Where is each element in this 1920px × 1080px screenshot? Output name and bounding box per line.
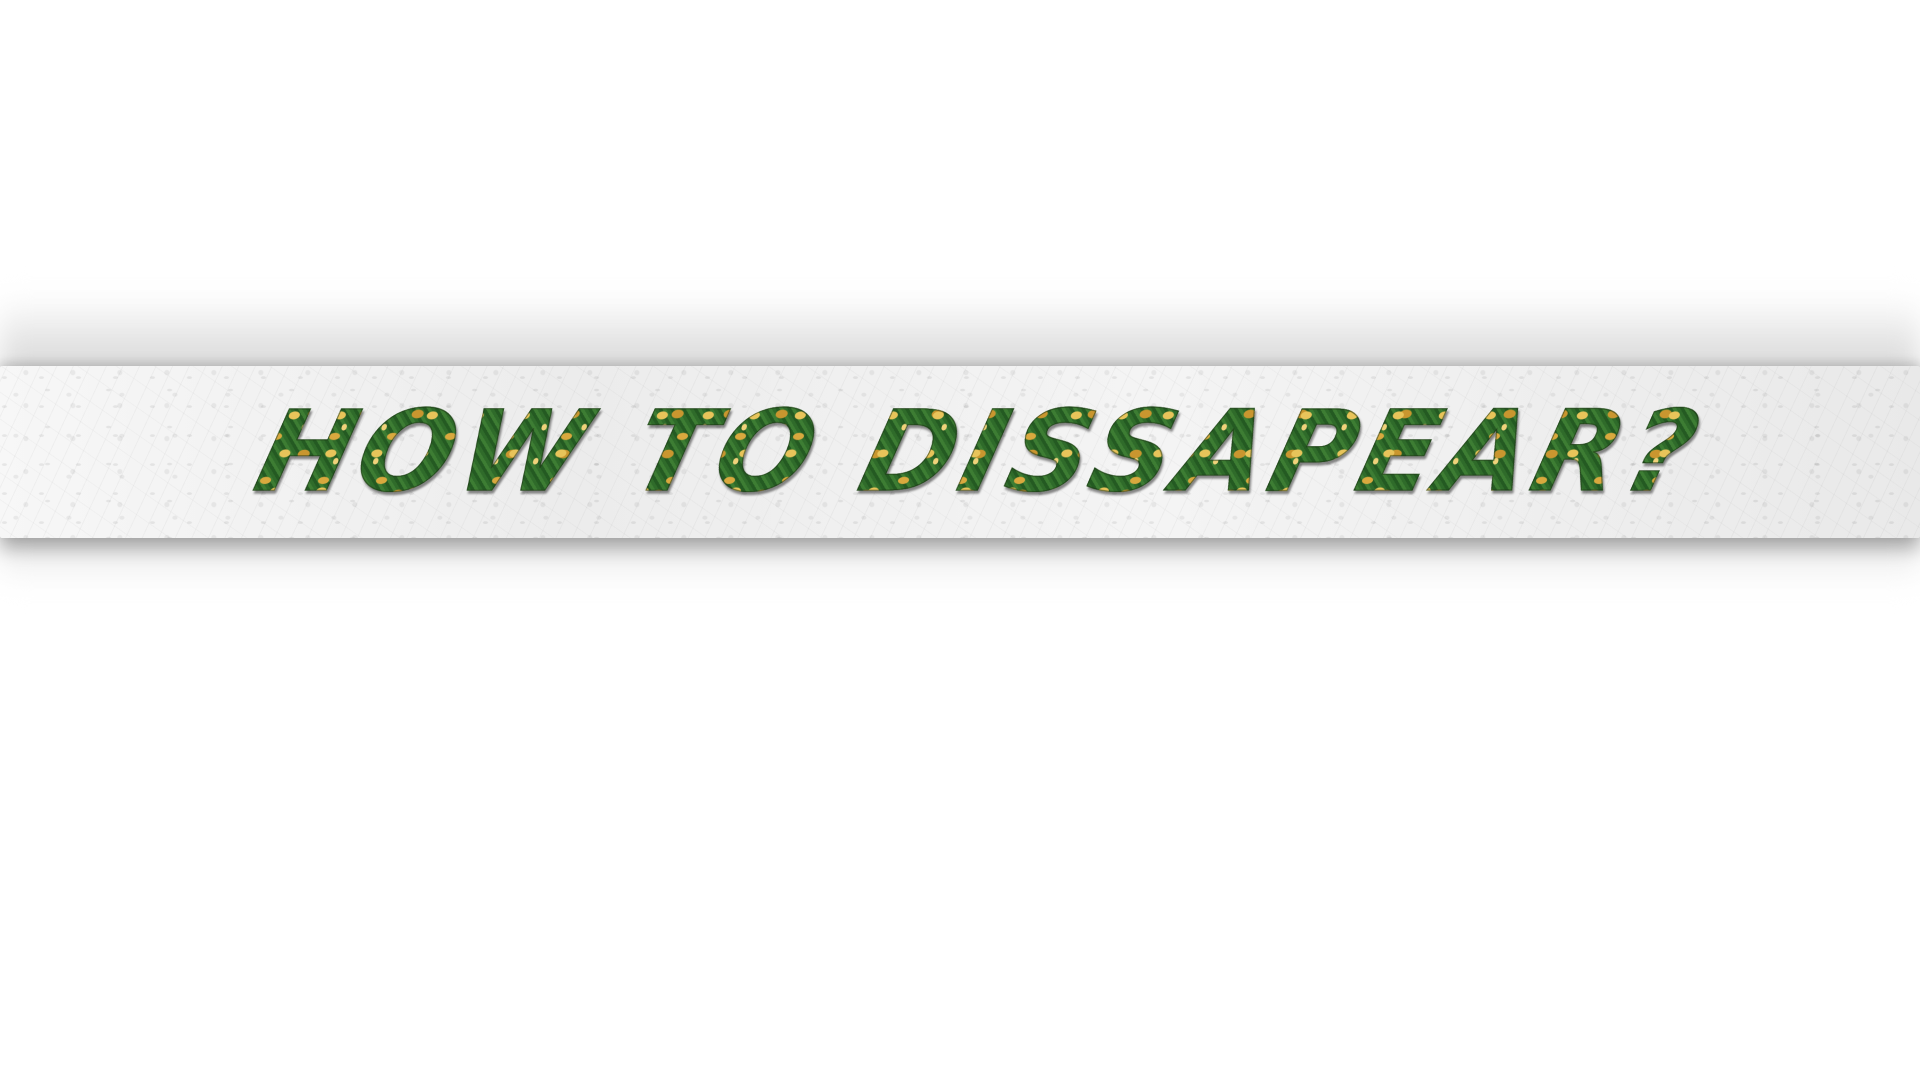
banner-title: HOW TO DISSAPEAR? [0, 366, 1920, 538]
